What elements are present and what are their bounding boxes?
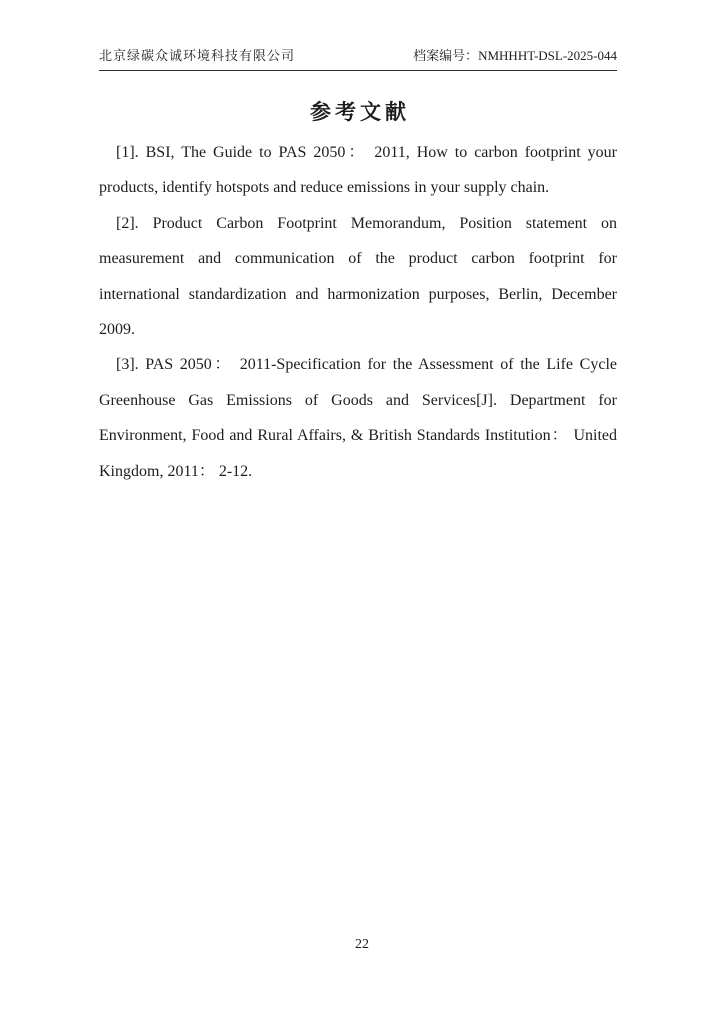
doc-number-value: NMHHHT-DSL-2025-044 bbox=[478, 48, 617, 63]
reference-item: [1]. BSI, The Guide to PAS 2050： 2011, How to carbon footprint your products, identify hotspots and reduce emissions in your supply chain. bbox=[99, 144, 617, 197]
reference-item: [3]. PAS 2050： 2011-Specification for the Assessment of the Life Cycle Greenhouse Gas Emissions of Goods and Services[J]. Department for Environment, Food and Rural Affairs, & British Standards Institution： United Kingdom, 2011： 2-12. bbox=[99, 356, 617, 480]
reference-list bbox=[99, 135, 617, 489]
reference-item: [2]. Product Carbon Footprint Memorandum, Position statement on measurement and communication of the product carbon footprint for international standardization and harmonization purposes, Berlin, December 2009. bbox=[99, 214, 617, 339]
doc-number-label: 档案编号： bbox=[413, 48, 479, 63]
page-number: 22 bbox=[355, 937, 369, 952]
page-title: 参考文献 bbox=[310, 100, 410, 124]
page-header bbox=[99, 48, 617, 71]
header-company-name: 北京绿碳众诚环境科技有限公司 bbox=[99, 48, 296, 63]
header-doc-number bbox=[413, 48, 617, 63]
